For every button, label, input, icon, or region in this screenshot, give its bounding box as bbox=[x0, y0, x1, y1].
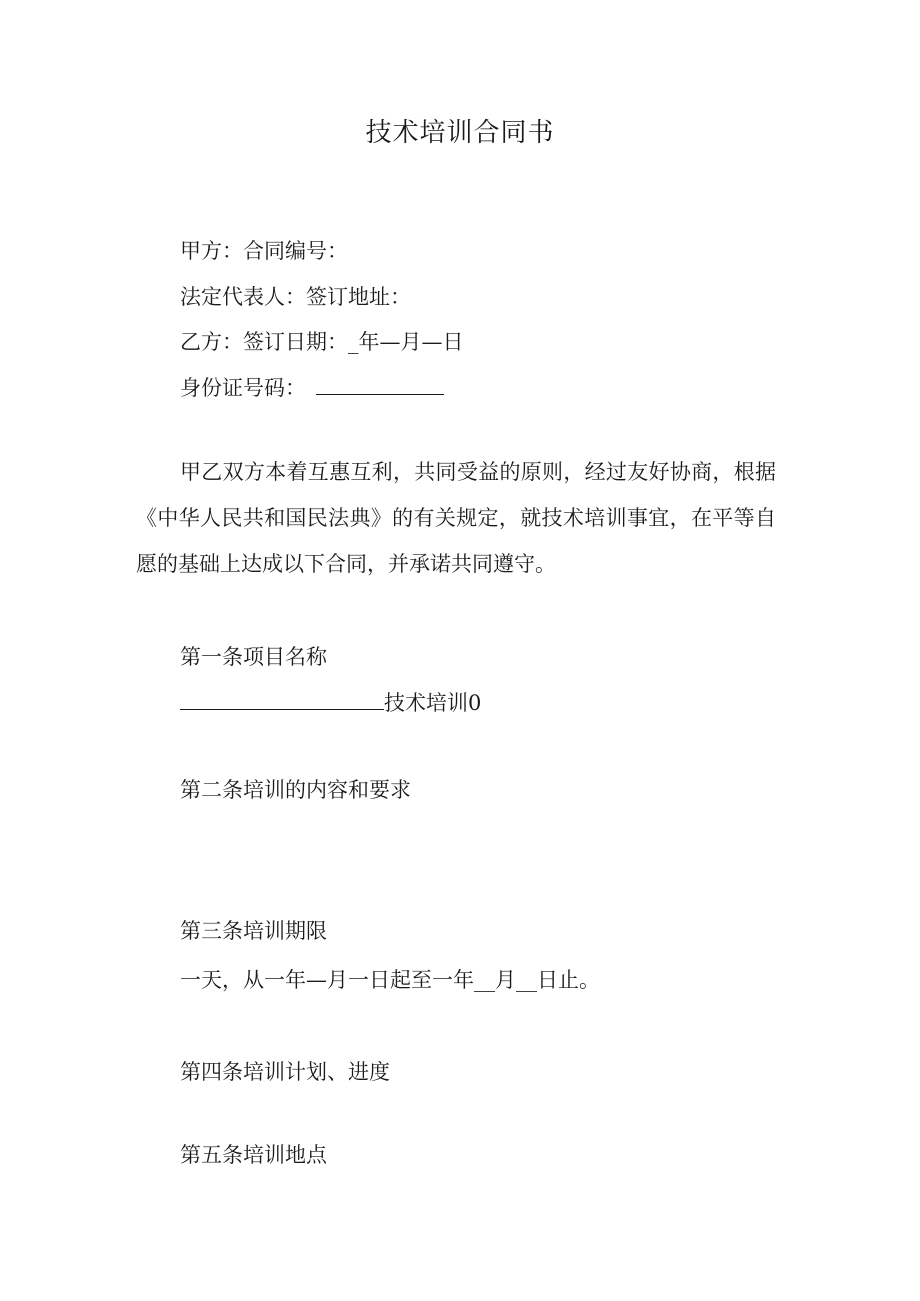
id-number-blank bbox=[316, 376, 444, 395]
id-number-line bbox=[180, 372, 444, 402]
id-number-label: 身份证号码： bbox=[180, 376, 306, 400]
article-2-heading: 第二条培训的内容和要求 bbox=[180, 778, 411, 802]
legal-rep-line: 法定代表人：签订地址： bbox=[180, 285, 411, 309]
article-4-heading: 第四条培训计划、进度 bbox=[180, 1060, 390, 1084]
article-1-value-line bbox=[180, 687, 481, 717]
article-3-heading: 第三条培训期限 bbox=[180, 919, 327, 943]
party-b-line: 乙方：签订日期：_年—月—日 bbox=[180, 330, 464, 354]
document-title: 技术培训合同书 bbox=[365, 118, 555, 148]
preamble-paragraph: 甲乙双方本着互惠互利，共同受益的原则，经过友好协商，根据《中华人民共和国民法典》的有关规定，就技术培训事宜，在平等自愿的基础上达成以下合同，并承诺共同遵守。 bbox=[136, 460, 776, 576]
article-1-heading: 第一条项目名称 bbox=[180, 645, 327, 669]
project-name-blank bbox=[180, 691, 384, 710]
project-name-value: 技术培训0 bbox=[384, 691, 482, 715]
article-5-heading: 第五条培训地点 bbox=[180, 1143, 327, 1167]
party-a-line: 甲方：合同编号： bbox=[180, 239, 348, 263]
article-3-text: 一天，从一年—月一日起至一年__月__日止。 bbox=[180, 968, 600, 992]
